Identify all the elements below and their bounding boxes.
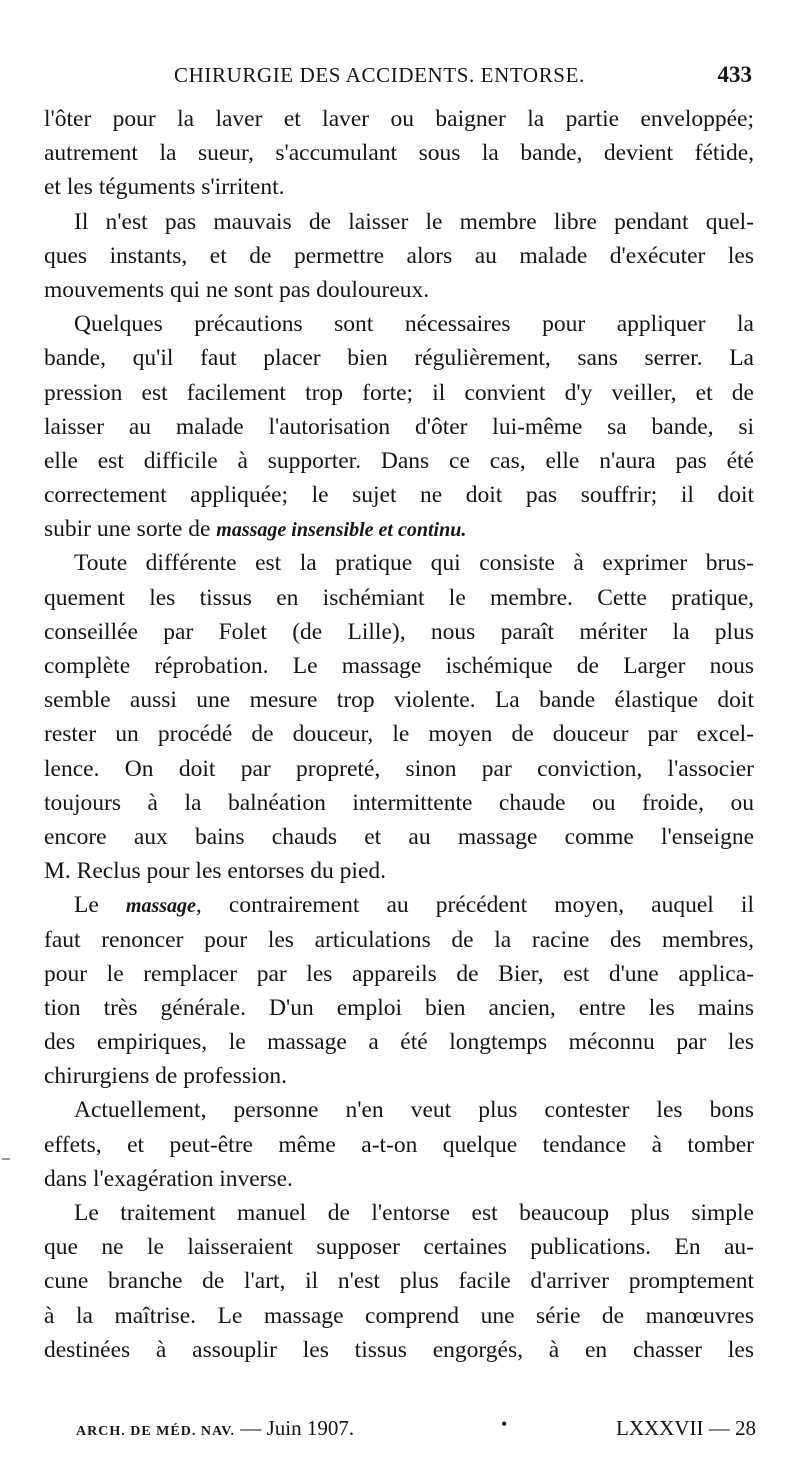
line-text: pression est facilement trop forte; il convient d'y veiller, et de — [44, 379, 754, 406]
text-line — [44, 512, 754, 546]
line-text: quement les tissus en ischémiant le membre. Cette pratique, — [44, 584, 754, 611]
footer-dot: • — [501, 1414, 508, 1434]
line-text: conseillée par Folet (de Lille), nous paraît mériter la plus — [44, 618, 754, 645]
page-header — [44, 62, 754, 92]
line-italic: massage — [125, 895, 196, 918]
page-footer — [76, 1416, 756, 1446]
line-text: chirurgiens de profession. — [44, 1063, 287, 1090]
line-text: destinées à assouplir les tissus engorgés, à en chasser les — [44, 1336, 754, 1363]
line-text: complète réprobation. Le massage ischémique de Larger nous — [44, 653, 754, 679]
text-line — [44, 991, 754, 1025]
text-line — [44, 376, 754, 410]
line-text: Quelques précautions sont nécessaires pour appliquer la — [74, 311, 754, 338]
line-text: dans l'exagération inverse. — [44, 1165, 293, 1192]
text-line — [44, 444, 754, 478]
text-line — [44, 649, 754, 683]
text-line — [44, 273, 754, 307]
line-text: rester un procédé de douceur, le moyen de douceur par excel- — [44, 721, 754, 748]
text-line — [44, 683, 754, 717]
text-line — [44, 136, 754, 170]
margin-mark — [2, 1158, 10, 1160]
text-line — [44, 1264, 754, 1298]
text-line — [44, 957, 754, 991]
text-line — [44, 205, 754, 239]
line-text: encore aux bains chauds et au massage comme l'enseigne — [44, 823, 754, 850]
footer-signature: LXXXVII — 28 — [616, 1416, 756, 1440]
line-text: Actuellement, personne n'en veut plus contester les bons — [74, 1097, 754, 1124]
line-text: laisser au malade l'autorisation d'ôter lui-même sa bande, si — [44, 413, 754, 440]
text-line — [44, 1128, 754, 1162]
text-line — [44, 1333, 754, 1367]
line-text: M. Reclus pour les entorses du pied. — [44, 858, 387, 885]
text-line — [44, 546, 754, 580]
text-line — [44, 1196, 754, 1230]
text-line — [44, 717, 754, 751]
line-text: correctement appliquée; le sujet ne doit pas souffrir; il doit — [44, 482, 754, 509]
footer-citation — [76, 1416, 354, 1441]
page-number: 433 — [717, 62, 752, 87]
line-text: Le traitement manuel de l'entorse est beaucoup plus simple — [74, 1200, 754, 1226]
text-line — [44, 1299, 754, 1333]
text-line — [44, 581, 754, 615]
text-line — [44, 1162, 754, 1196]
text-line — [44, 478, 754, 512]
line-text: ques instants, et de permettre alors au malade d'exécuter les — [44, 242, 754, 269]
text-line — [44, 239, 754, 273]
running-head-text: CHIRURGIE DES ACCIDENTS. ENTORSE. — [174, 63, 585, 87]
text-line — [44, 307, 754, 341]
line-text: cune branche de l'art, il n'est plus facile d'arriver promptement — [44, 1268, 754, 1295]
text-line — [44, 752, 754, 786]
line-text: Il n'est pas mauvais de laisser le membre libre pendant quel- — [74, 208, 754, 235]
footer-date: — Juin 1907. — [240, 1416, 355, 1440]
running-head — [174, 62, 585, 88]
line-text: Toute différente est la pratique qui consiste à exprimer brus- — [74, 550, 754, 577]
line-text: et les téguments s'irritent. — [44, 174, 285, 201]
text-line — [44, 615, 754, 649]
line-text: l'ôter pour la laver et laver ou baigner la partie enveloppée; — [44, 106, 754, 132]
line-text: subir une sorte de — [44, 516, 217, 543]
line-text: elle est difficile à supporter. Dans ce cas, elle n'aura pas été — [44, 447, 754, 474]
text-line — [44, 888, 754, 922]
line-text: des empiriques, le massage a été longtemps méconnu par les — [44, 1029, 754, 1056]
text-line — [44, 820, 754, 854]
line-text: effets, et peut-être même a-t-on quelque tendance à tomber — [44, 1131, 754, 1158]
text-line — [44, 1093, 754, 1127]
line-text: à la maîtrise. Le massage comprend une série de manœuvres — [44, 1302, 754, 1329]
text-line — [44, 1230, 754, 1264]
line-text: toujours à la balnéation intermittente chaude ou froide, ou — [44, 789, 754, 816]
line-text: Le — [74, 892, 126, 919]
body-text — [44, 102, 754, 1367]
line-text: autrement la sueur, s'accumulant sous la bande, devient fétide, — [44, 140, 754, 167]
text-line — [44, 1025, 754, 1059]
line-text: que ne le laisseraient supposer certaines publications. En au- — [44, 1234, 754, 1261]
line-text: tion très générale. D'un emploi bien ancien, entre les mains — [44, 994, 754, 1021]
line-text: bande, qu'il faut placer bien régulièrement, sans serrer. La — [44, 345, 754, 372]
text-line — [44, 854, 754, 888]
line-text: pour le remplacer par les appareils de Bier, est d'une applica- — [44, 960, 754, 987]
line-text: mouvements qui ne sont pas douloureux. — [44, 276, 430, 303]
text-line — [44, 341, 754, 375]
text-line — [44, 1059, 754, 1093]
line-text: semble aussi une mesure trop violente. La bande élastique doit — [44, 687, 754, 714]
line-text-after: , contrairement au précédent moyen, auquel il — [195, 892, 754, 919]
text-line — [44, 410, 754, 444]
text-line — [44, 102, 754, 136]
footer-journal: ARCH. DE MÉD. NAV. — [76, 1424, 236, 1439]
line-text: faut renoncer pour les articulations de la racine des membres, — [44, 926, 754, 953]
text-line — [44, 786, 754, 820]
line-italic: massage insensible et continu. — [216, 519, 467, 542]
text-line — [44, 923, 754, 957]
text-line — [44, 170, 754, 204]
line-text: lence. On doit par propreté, sinon par conviction, l'associer — [44, 755, 754, 782]
